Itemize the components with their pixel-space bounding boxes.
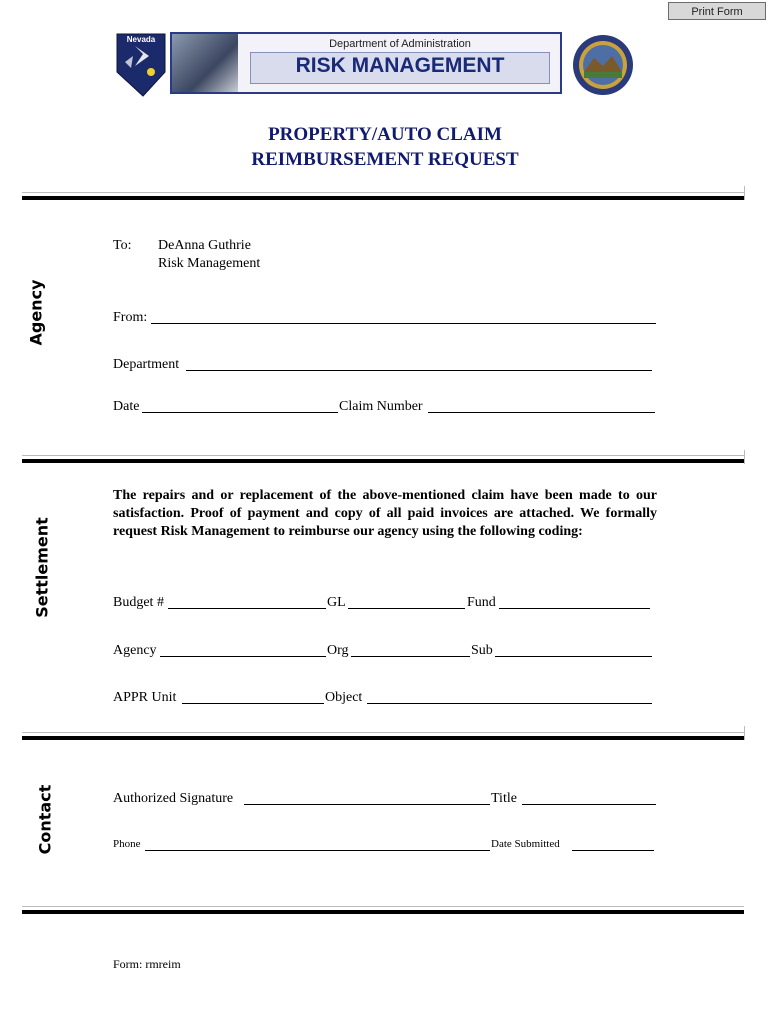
divider-shadow xyxy=(22,906,744,907)
org-field[interactable] xyxy=(351,656,470,657)
banner-subtitle: Department of Administration xyxy=(329,38,471,50)
appr-unit-field[interactable] xyxy=(182,703,324,704)
from-field[interactable] xyxy=(151,323,656,324)
gl-field[interactable] xyxy=(348,608,465,609)
department-field[interactable] xyxy=(186,370,652,371)
claim-number-label: Claim Number xyxy=(339,399,423,414)
claim-number-field[interactable] xyxy=(428,412,655,413)
divider-shadow xyxy=(22,192,744,193)
logo-text: Nevada xyxy=(126,35,156,44)
department-label: Department xyxy=(113,357,180,372)
phone-field[interactable] xyxy=(145,850,490,851)
divider xyxy=(22,459,744,463)
object-field[interactable] xyxy=(367,703,652,704)
agency-code-label: Agency xyxy=(113,643,157,658)
budget-label: Budget # xyxy=(113,595,164,610)
nevada-logo xyxy=(113,32,169,98)
from-label: From: xyxy=(113,310,148,325)
banner-photo xyxy=(172,34,238,92)
budget-field[interactable] xyxy=(168,608,326,609)
object-label: Object xyxy=(325,690,363,705)
state-seal-icon xyxy=(570,34,636,96)
divider xyxy=(22,736,744,740)
divider-shadow xyxy=(22,455,744,456)
divider xyxy=(22,910,744,914)
section-label-contact: Contact xyxy=(35,784,55,855)
form-id: Form: rmreim xyxy=(113,957,181,971)
gl-label: GL xyxy=(327,595,346,610)
appr-unit-label: APPR Unit xyxy=(113,690,177,705)
banner-title: RISK MANAGEMENT xyxy=(295,54,505,77)
signature-field[interactable] xyxy=(244,804,490,805)
date-field[interactable] xyxy=(142,412,338,413)
divider xyxy=(22,196,744,200)
section-label-settlement: Settlement xyxy=(32,517,52,618)
form-title-line2: REIMBURSEMENT REQUEST xyxy=(251,149,519,170)
date-submitted-field[interactable] xyxy=(572,850,654,851)
divider-tick xyxy=(744,450,745,464)
date-label: Date xyxy=(113,399,140,414)
fund-field[interactable] xyxy=(499,608,650,609)
title-field[interactable] xyxy=(522,804,656,805)
sub-field[interactable] xyxy=(495,656,652,657)
title-label: Title xyxy=(491,791,517,806)
date-submitted-label: Date Submitted xyxy=(491,838,560,850)
to-label: To: xyxy=(113,238,132,253)
agency-code-field[interactable] xyxy=(160,656,326,657)
divider-tick xyxy=(744,726,745,740)
sub-label: Sub xyxy=(471,643,493,658)
fund-label: Fund xyxy=(467,595,496,610)
org-label: Org xyxy=(327,643,349,658)
phone-label: Phone xyxy=(113,838,141,850)
divider-shadow xyxy=(22,732,744,733)
form-title-line1: PROPERTY/AUTO CLAIM xyxy=(268,124,502,145)
signature-label: Authorized Signature xyxy=(113,791,234,806)
to-name: DeAnna Guthrie xyxy=(158,238,251,253)
divider-tick xyxy=(744,186,745,200)
print-form-button[interactable]: Print Form xyxy=(668,2,766,20)
to-department: Risk Management xyxy=(158,256,261,271)
settlement-paragraph: The repairs and or replacement of the above-mentioned claim have been made to our satisfaction. Proof of payment and copy of all paid invoices are attached. We formally request Risk Management to reimburse our agency using the following coding: xyxy=(113,488,657,539)
section-label-agency: Agency xyxy=(26,279,46,346)
